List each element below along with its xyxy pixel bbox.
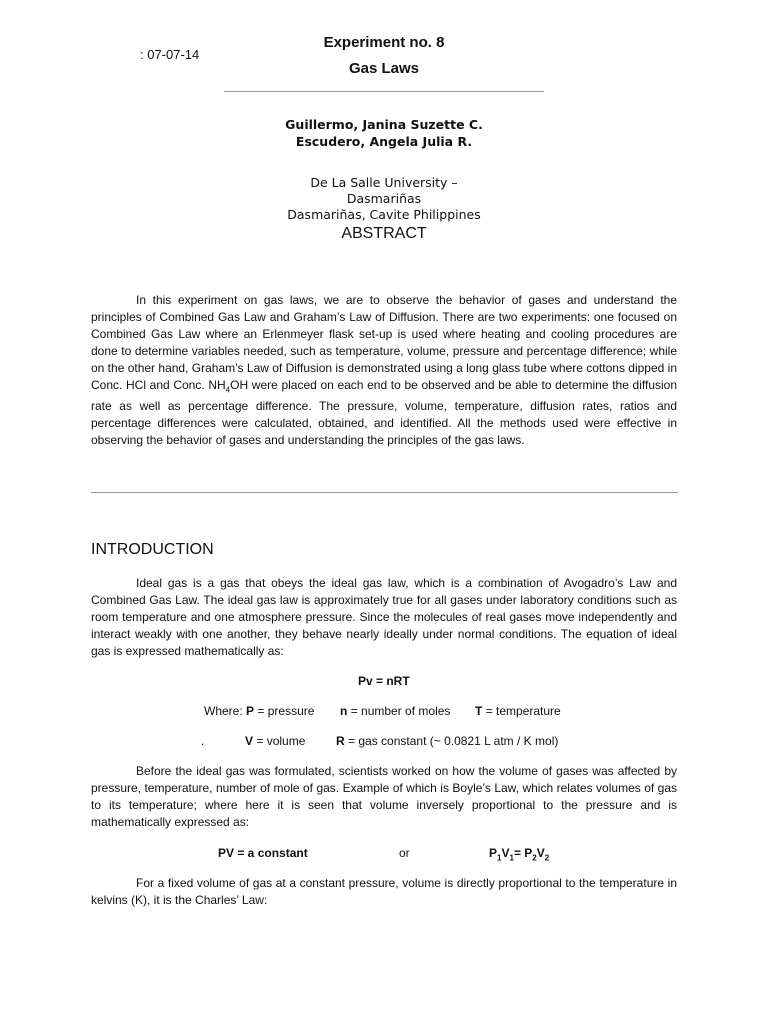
ideal-gas-equation: Pv = nRT [358, 674, 410, 688]
author-name: Escudero, Angela Julia R. [295, 134, 473, 149]
intro-paragraph-3: For a fixed volume of gas at a constant pressure, volume is directly proportional to the temperature in kelvins (K), it is the Charles’ Law: [91, 876, 677, 907]
author-name: Guillermo, Janina Suzette C. [285, 117, 483, 132]
title-divider [224, 91, 544, 92]
boyle-equation-alt: $P_1V_1= P_2V_2$ [489, 846, 550, 863]
affiliation-line: De La Salle University – [310, 175, 458, 190]
author-list [234, 116, 534, 150]
boyle-equation: PV = a constant [218, 846, 308, 860]
temperature-definition: T = temperature [475, 704, 561, 718]
moles-definition: n = number of moles [340, 704, 451, 718]
section-divider [91, 492, 678, 493]
date-label: : 07-07-14 [140, 47, 200, 62]
abstract-body: In this experiment on gas laws, we are to observe the behavior of gases and understand the principles of Combined Gas Law and Graham’s Law of Diffusion. There are two experiments: one focused on Combined Gas Law where an Erlenmeyer flask set-up is used where heating and cooling procedures are done to determine variables needed, such as temperature, volume, pressure and percentage difference; while on the other hand, Graham’s Law of Diffusion is demonstrated using a long glass tube where cottons dipped in Conc. HCl and Conc. $NH_4OH$ were placed on each end to be observed and be able to determine the diffusion rate as well as percentage difference. The pressure, volume, temperature, diffusion rates, ratios and percentage differences were calculated, obtained, and identified. All the methods used were effective in observing the behavior of gases and understanding the principles of the gas laws. [91, 293, 678, 448]
introduction-heading: INTRODUCTION [91, 541, 214, 558]
stray-dot: . [201, 734, 205, 748]
volume-definition: V = volume [245, 734, 306, 748]
gas-constant-definition: R = gas constant (~ 0.0821 L atm / K mol) [336, 734, 559, 748]
affiliation-line: Dasmariñas, Cavite Philippines [287, 207, 481, 222]
intro-paragraph-2: Before the ideal gas was formulated, scientists worked on how the volume of gases was affected by pressure, temperature, number of mole of gas. Example of which is Boyle’s Law, which relates volumes of gas to its temperature; where here it is seen that volume inversely proportional to the pressure and is mathematically expressed as: [91, 764, 677, 829]
abstract-heading: ABSTRACT [341, 225, 427, 242]
paper-title: Gas Laws [348, 60, 420, 77]
experiment-number: Experiment no. 8 [323, 34, 445, 51]
where-line: Where: P = pressure [204, 704, 315, 718]
affiliation-line: Dasmariñas [346, 191, 422, 206]
intro-paragraph-1: Ideal gas is a gas that obeys the ideal gas law, which is a combination of Avogadro’s Law and Combined Gas Law. The ideal gas law is approximately true for all gases under laboratory conditions such as room temperature and one atmosphere pressure. Since the molecules of real gases move independently and interact weakly with one another, they behave nearly ideally under normal conditions. The equation of ideal gas is expressed mathematically as: [91, 576, 677, 658]
or-label: or [399, 846, 410, 860]
affiliation [259, 175, 509, 222]
